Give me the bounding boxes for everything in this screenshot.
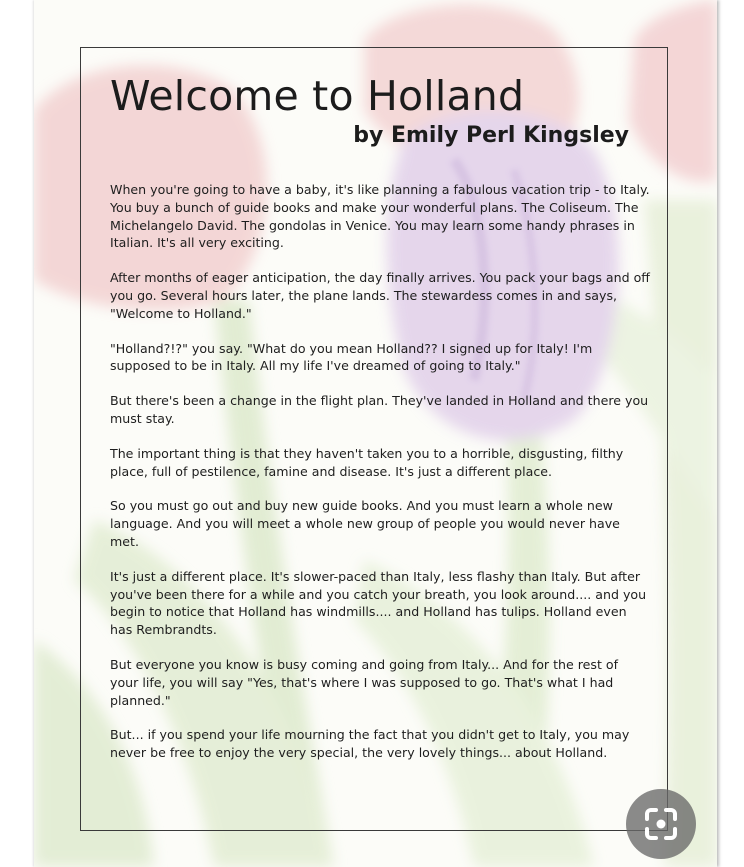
document-page (34, 0, 717, 867)
paragraph: But everyone you know is busy coming and going from Italy... And for the rest of your life, you will say "Yes, that's where I was supposed to go. That's what I had planned." (110, 656, 619, 708)
document-title: Welcome to Holland (110, 72, 525, 120)
document-body (110, 181, 650, 779)
paragraph: It's just a different place. It's slower-paced than Italy, less flashy than Italy. But after you've been there for a while and you catch your breath, you look around.... and you begin to notice that Holland has windmills.... and Holland has tulips. Holland even has Rembrandts. (110, 568, 647, 638)
paragraph: When you're going to have a baby, it's like planning a fabulous vacation trip - to Italy. You buy a bunch of guide books and make your wonderful plans. The Coliseum. The Michelangelo David. The gondolas in Venice. You may learn some handy phrases in Italian. It's all very exciting. (110, 182, 650, 251)
paragraph: But there's been a change in the flight plan. They've landed in Holland and there you must stay. (110, 393, 649, 426)
paragraph: So you must go out and buy new guide books. And you must learn a whole new language. And you will meet a whole new group of people you would never have met. (110, 498, 620, 549)
paragraph: After months of eager anticipation, the day finally arrives. You pack your bags and off you go. Several hours later, the plane lands. The stewardess comes in and says, "Welcome to Holland." (110, 270, 650, 321)
paragraph: But... if you spend your life mourning the fact that you didn't get to Italy, you may never be free to enjoy the very special, the very lovely things... about Holland. (110, 727, 630, 761)
document-byline: by Emily Perl Kingsley (353, 123, 629, 148)
lens-search-icon (641, 804, 681, 844)
paragraph: The important thing is that they haven't taken you to a horrible, disgusting, filthy place, full of pestilence, famine and disease. It's just a different place. (110, 445, 624, 479)
lens-search-button[interactable] (626, 789, 696, 859)
paragraph: "Holland?!?" you say. "What do you mean Holland?? I signed up for Italy! I'm supposed to be in Italy. All my life I've dreamed of going to Italy." (110, 340, 593, 374)
